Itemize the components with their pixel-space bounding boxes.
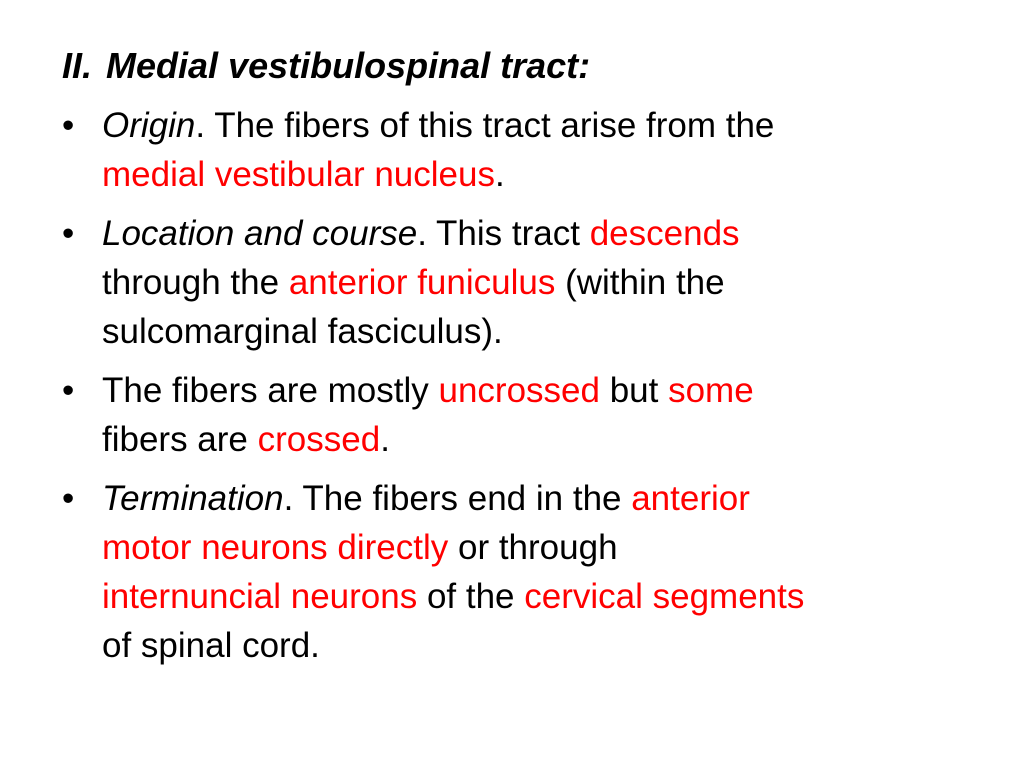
bullet-dot-icon: • xyxy=(62,371,75,410)
bullet-dot-icon: • xyxy=(62,106,75,145)
highlight-term: uncrossed xyxy=(438,371,600,410)
highlight-term: crossed xyxy=(257,420,381,459)
bullet-item xyxy=(62,209,962,356)
bullet-line xyxy=(102,101,962,150)
bullet-heading: Termination xyxy=(102,479,284,518)
bullet-list xyxy=(62,101,962,680)
bullet-text: . The fibers end in the xyxy=(283,479,632,518)
highlight-term: anterior funiculus xyxy=(288,263,556,302)
bullet-line xyxy=(102,474,962,523)
bullet-text: . xyxy=(494,155,505,194)
title-text: Medial vestibulospinal tract: xyxy=(106,45,591,86)
highlight-term: anterior xyxy=(631,479,750,518)
bullet-text: but xyxy=(599,371,669,410)
highlight-term: descends xyxy=(589,214,740,253)
bullet-heading: Origin xyxy=(102,106,196,145)
highlight-term: some xyxy=(668,371,754,410)
bullet-line xyxy=(102,150,962,199)
highlight-term: medial vestibular nucleus xyxy=(102,155,495,194)
bullet-item xyxy=(62,101,962,199)
bullet-text: of spinal cord. xyxy=(102,626,320,665)
bullet-line xyxy=(102,621,962,670)
bullet-line xyxy=(102,258,962,307)
slide-title xyxy=(62,42,590,90)
bullet-text: . xyxy=(380,420,390,459)
highlight-term: internuncial neurons xyxy=(102,577,418,616)
highlight-term: cervical segments xyxy=(524,577,805,616)
bullet-line xyxy=(102,572,962,621)
bullet-text: fibers are xyxy=(102,420,258,459)
bullet-text: or through xyxy=(448,528,618,567)
bullet-line xyxy=(102,209,962,258)
bullet-text: . The fibers of this tract arise from the xyxy=(195,106,775,145)
bullet-dot-icon: • xyxy=(62,479,75,518)
bullet-text: (within the xyxy=(555,263,725,302)
bullet-text: sulcomarginal fasciculus). xyxy=(102,312,503,351)
bullet-text: of the xyxy=(417,577,525,616)
bullet-text: . This tract xyxy=(417,214,590,253)
title-numeral: II. xyxy=(62,45,93,86)
bullet-line xyxy=(102,415,962,464)
bullet-line xyxy=(102,307,962,356)
bullet-text: The fibers are mostly xyxy=(102,371,439,410)
bullet-line xyxy=(102,366,962,415)
bullet-heading: Location and course xyxy=(102,214,418,253)
bullet-item xyxy=(62,366,962,464)
bullet-text: through the xyxy=(102,263,289,302)
bullet-item xyxy=(62,474,962,670)
bullet-dot-icon: • xyxy=(62,214,75,253)
highlight-term: motor neurons directly xyxy=(102,528,449,567)
bullet-line xyxy=(102,523,962,572)
